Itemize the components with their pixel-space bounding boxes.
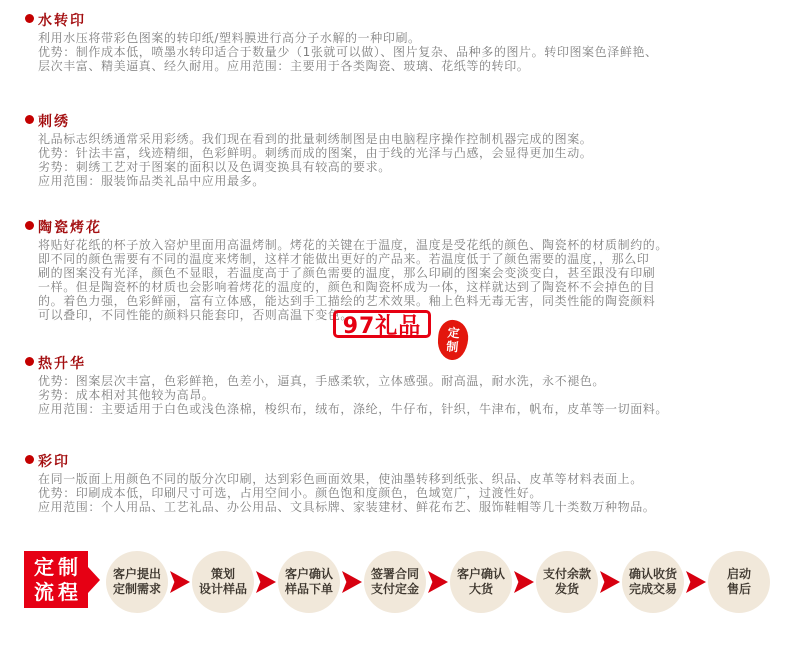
section-thermal-sublimation: [0, 353, 800, 416]
section-embroidery: [0, 111, 800, 188]
section-title: 彩印: [38, 454, 70, 470]
body-line: 礼品标志织绣通常采用彩绣。我们现在看到的批量刺绣制图是由电脑程序操作控制机器完成的图案。: [38, 132, 593, 146]
flow-step-8: [708, 551, 770, 613]
flow-step-2: [192, 551, 254, 613]
section-ceramic-baking: [0, 217, 800, 322]
flow-step-label: 样品下单: [284, 582, 333, 596]
arrow-right-icon: [342, 571, 362, 593]
flow-step-label: 客户确认: [284, 567, 333, 581]
section-body: [38, 31, 800, 73]
section-header: [38, 111, 800, 130]
body-line: 可以叠印，不同性能的颜料只能套印，否则高温下变色。: [38, 308, 354, 322]
flow-step-label: 定制需求: [112, 582, 161, 596]
flow-step-label: 策划: [210, 567, 235, 581]
body-line: 劣势：成本相对其他较为高昂。: [38, 388, 215, 402]
body-line: 劣势：刺绣工艺对于图案的面积以及色调变换具有较高的要求。: [38, 160, 391, 174]
arrow-right-icon: [600, 571, 620, 593]
section-water-transfer-print: [0, 10, 800, 73]
section-body: [38, 374, 800, 416]
body-line: 将贴好花纸的杯子放入窑炉里面用高温烤制。烤花的关键在于温度，温度是受花纸的颜色、陶瓷杯的材质制约的。: [38, 238, 669, 252]
red-bullet-icon: [25, 14, 34, 23]
body-line: 应用范围：主要适用于白色或浅色涤棉，梭织布，绒布，涤纶，牛仔布，针织，牛津布，帆布，皮革等一切面料。: [38, 402, 669, 416]
red-bullet-icon: [25, 221, 34, 230]
flow-step-label: 客户提出: [112, 567, 161, 581]
arrow-right-icon: [428, 571, 448, 593]
flow-step-label: 启动: [726, 567, 751, 581]
body-line: 优势：印刷成本低，印刷尺寸可选，占用空间小。颜色饱和度颜色，色域宽广，过渡性好。: [38, 486, 543, 500]
body-line: 刷的图案没有光泽，颜色不显眼，若温度高于了颜色需要的温度，那么印刷的图案会变淡变白，甚至跟没有印刷: [38, 266, 656, 280]
seal-char: 制: [445, 339, 459, 355]
flow-step-label: 客户确认: [456, 567, 505, 581]
body-line: 层次丰富、精美逼真、经久耐用。应用范围：主要用于各类陶瓷、玻璃、花纸等的转印。: [38, 59, 530, 73]
section-header: [38, 353, 800, 372]
arrow-right-icon: [514, 571, 534, 593]
red-bullet-icon: [25, 357, 34, 366]
arrow-right-icon: [686, 571, 706, 593]
body-line: 在同一版面上用颜色不同的版分次印刷，达到彩色画面效果，使油墨转移到纸张、织品、皮革等材料表面上。: [38, 472, 643, 486]
section-color-print: [0, 451, 800, 514]
body-line: 应用范围：个人用品、工艺礼品、办公用品、文具标牌、家装建材、鲜花布艺、服饰鞋帽等几十类数万种物品。: [38, 500, 656, 514]
flow-step-label: 售后: [726, 582, 751, 596]
flow-step-3: [278, 551, 340, 613]
section-title: 热升华: [38, 356, 86, 372]
body-line: 一样。但是陶瓷杯的材质也会影响着烤花的温度的，颜色和陶瓷杯成为一体，这样就达到了陶瓷杯不会掉色的目: [38, 280, 656, 294]
arrow-right-icon: [170, 571, 190, 593]
body-line: 应用范围：服装饰品类礼品中应用最多。: [38, 174, 265, 188]
body-line: 优势：制作成本低，喷墨水转印适合于数量少（1张就可以做）、图片复杂、品种多的图片。转印图案色泽鲜艳、: [38, 45, 658, 59]
flow-step-label: 发货: [554, 582, 579, 596]
flow-step-label: 支付余款: [542, 567, 591, 581]
flow-step-label: 完成交易: [628, 582, 677, 596]
watermark-badge-97lipin: 97礼品: [333, 310, 431, 338]
flow-title-box: [24, 551, 88, 608]
flow-title-line: 定制: [34, 554, 82, 579]
red-bullet-icon: [25, 115, 34, 124]
flow-title-arrow-tip: [88, 567, 100, 593]
section-header: [38, 217, 800, 236]
flow-step-5: [450, 551, 512, 613]
section-header: [38, 451, 800, 470]
flow-step-label: 签署合同: [370, 567, 419, 581]
flow-step-6: [536, 551, 598, 613]
flow-step-label: 确认收货: [628, 567, 677, 581]
body-line: 优势：针法丰富，线迹精细，色彩鲜明。刺绣而成的图案，由于线的光泽与凸感，会显得更加生动。: [38, 146, 593, 160]
section-header: [38, 10, 800, 29]
body-line: 即不同的颜色需要有不同的温度来烤制，这样才能做出更好的产品来。若温度低于了颜色需要的温度，，那么印: [38, 252, 650, 266]
body-line: 利用水压将带彩色图案的转印纸/塑料膜进行高分子水解的一种印刷。: [38, 31, 421, 45]
flow-title-line: 流程: [34, 579, 82, 604]
section-body: [38, 132, 800, 188]
seal-char: 定: [447, 325, 461, 341]
body-line: 的。着色力强，色彩鲜丽，富有立体感，能达到手工描绘的艺术效果。釉上色料无毒无害，同类性能的陶瓷颜料: [38, 294, 656, 308]
flow-step-label: 设计样品: [198, 582, 247, 596]
flow-step-label: 大货: [468, 582, 493, 596]
red-bullet-icon: [25, 455, 34, 464]
flow-step-4: [364, 551, 426, 613]
arrow-right-icon: [256, 571, 276, 593]
section-title: 刺绣: [38, 114, 70, 130]
flow-step-label: 支付定金: [370, 582, 419, 596]
flow-step-1: [106, 551, 168, 613]
body-line: 优势：图案层次丰富，色彩鲜艳，色差小，逼真，手感柔软，立体感强。耐高温，耐水洗，永不褪色。: [38, 374, 606, 388]
section-body: [38, 472, 800, 514]
section-title: 水转印: [38, 13, 86, 29]
section-title: 陶瓷烤花: [38, 220, 102, 236]
flow-step-7: [622, 551, 684, 613]
